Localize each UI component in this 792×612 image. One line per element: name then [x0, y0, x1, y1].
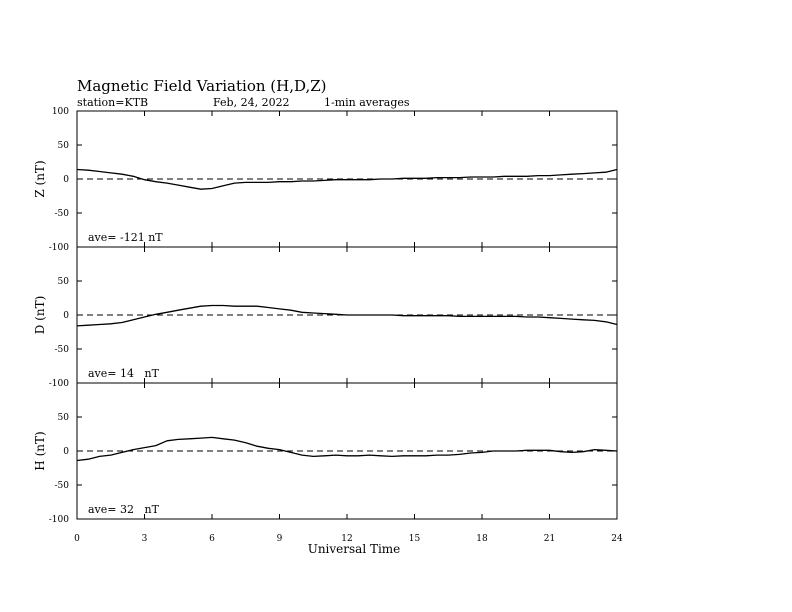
d-axis-label: D (nT) — [33, 295, 47, 335]
d-ytick-label: -100 — [48, 379, 69, 389]
d-ytick-label: 0 — [63, 311, 69, 321]
x-tick-label: 18 — [476, 534, 488, 544]
z-average-label: ave= -121 nT — [88, 231, 163, 244]
z-panel — [33, 107, 617, 253]
h-series-line — [77, 437, 617, 460]
d-ytick-label: -50 — [54, 345, 69, 355]
z-axis-label: Z (nT) — [33, 160, 47, 198]
averaging-label: 1-min averages — [324, 96, 410, 109]
date-label: Feb, 24, 2022 — [213, 96, 290, 109]
h-axis-label: H (nT) — [33, 431, 47, 471]
h-panel — [33, 383, 617, 525]
x-tick-label: 3 — [141, 534, 148, 544]
x-tick-label: 15 — [408, 534, 421, 544]
panels-group — [33, 107, 617, 525]
station-label: station=KTB — [77, 96, 149, 109]
x-tick-label: 0 — [74, 534, 80, 544]
d-average-label: ave= 14 nT — [88, 367, 159, 380]
x-tick-label: 9 — [276, 534, 283, 544]
h-ytick-label: 0 — [63, 447, 69, 457]
d-ytick-label: 50 — [57, 277, 69, 287]
h-average-label: ave= 32 nT — [88, 503, 159, 516]
d-series-line — [77, 306, 617, 326]
h-ytick-label: 50 — [57, 413, 69, 423]
z-ytick-label: 0 — [63, 175, 69, 185]
x-axis-label: Universal Time — [307, 542, 401, 556]
x-tick-label: 6 — [209, 534, 215, 544]
x-tick-label: 12 — [341, 534, 353, 544]
z-ytick-label: -50 — [54, 209, 69, 219]
x-tick-label: 24 — [611, 534, 623, 544]
z-ytick-label: 100 — [51, 107, 69, 117]
x-tick-label: 21 — [543, 534, 556, 544]
z-ytick-label: -100 — [48, 243, 69, 253]
h-ytick-label: -100 — [48, 515, 69, 525]
chart-title: Magnetic Field Variation (H,D,Z) — [77, 77, 327, 95]
h-ytick-label: -50 — [54, 481, 69, 491]
z-ytick-label: 50 — [57, 141, 69, 151]
d-panel — [33, 247, 617, 389]
